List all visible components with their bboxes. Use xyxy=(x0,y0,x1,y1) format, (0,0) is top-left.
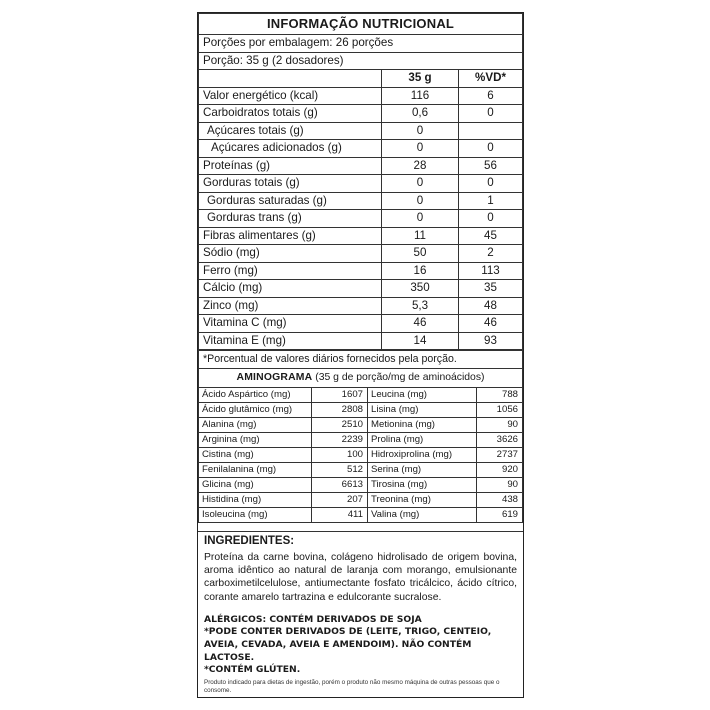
aminogram-row xyxy=(199,478,523,493)
amino-name: Metionina (mg) xyxy=(368,417,477,432)
amino-value: 207 xyxy=(312,493,368,508)
daily-value-footnote: *Porcentual de valores diários fornecidos pela porção. xyxy=(199,351,523,369)
amino-name: Tirosina (mg) xyxy=(368,478,477,493)
amino-value: 920 xyxy=(477,462,523,477)
amino-value: 2239 xyxy=(312,432,368,447)
nutrient-amount: 0 xyxy=(382,210,459,228)
header-amount: 35 g xyxy=(382,70,459,88)
nutrient-row xyxy=(199,332,523,350)
nutrient-row xyxy=(199,175,523,193)
aminogram-subtitle: (35 g de porção/mg de aminoácidos) xyxy=(312,371,485,383)
amino-name: Lisina (mg) xyxy=(368,402,477,417)
amino-value: 6613 xyxy=(312,478,368,493)
label-title: INFORMAÇÃO NUTRICIONAL xyxy=(199,14,523,35)
amino-name: Histidina (mg) xyxy=(199,493,312,508)
nutrient-name: Vitamina C (mg) xyxy=(199,315,382,333)
serving-size-row xyxy=(199,52,523,70)
amino-name: Isoleucina (mg) xyxy=(199,508,312,523)
nutrient-dv: 93 xyxy=(459,332,523,350)
aminogram-row xyxy=(199,417,523,432)
nutrient-amount: 350 xyxy=(382,280,459,298)
ingredients-section xyxy=(198,531,523,696)
nutrient-name: Carboidratos totais (g) xyxy=(199,105,382,123)
nutrient-name: Gorduras totais (g) xyxy=(199,175,382,193)
footnote-row xyxy=(199,351,523,369)
amino-value: 100 xyxy=(312,447,368,462)
aminogram-row xyxy=(199,447,523,462)
servings-row xyxy=(199,35,523,53)
nutrient-name: Zinco (mg) xyxy=(199,297,382,315)
amino-value: 788 xyxy=(477,387,523,402)
aminogram-row xyxy=(199,508,523,523)
nutrient-amount: 28 xyxy=(382,157,459,175)
nutrient-row xyxy=(199,122,523,140)
nutrient-dv: 6 xyxy=(459,87,523,105)
nutrient-row xyxy=(199,140,523,158)
header-blank xyxy=(199,70,382,88)
serving-size: Porção: 35 g (2 dosadores) xyxy=(199,52,523,70)
nutrient-name: Valor energético (kcal) xyxy=(199,87,382,105)
amino-name: Fenilalanina (mg) xyxy=(199,462,312,477)
amino-value: 2510 xyxy=(312,417,368,432)
amino-name: Prolina (mg) xyxy=(368,432,477,447)
amino-name: Ácido Aspártico (mg) xyxy=(199,387,312,402)
nutrient-amount: 5,3 xyxy=(382,297,459,315)
nutrient-dv: 45 xyxy=(459,227,523,245)
nutrient-dv: 0 xyxy=(459,140,523,158)
header-dv: %VD* xyxy=(459,70,523,88)
section-gap xyxy=(198,523,523,531)
aminogram-row xyxy=(199,402,523,417)
nutrient-row xyxy=(199,87,523,105)
nutrient-amount: 0 xyxy=(382,175,459,193)
nutrient-amount: 0 xyxy=(382,140,459,158)
amino-name: Treonina (mg) xyxy=(368,493,477,508)
amino-value: 2737 xyxy=(477,447,523,462)
nutrient-dv xyxy=(459,122,523,140)
aminogram-row xyxy=(199,432,523,447)
nutrient-dv: 0 xyxy=(459,105,523,123)
amino-value: 2808 xyxy=(312,402,368,417)
nutrient-dv: 35 xyxy=(459,280,523,298)
nutrient-row xyxy=(199,105,523,123)
nutrient-dv: 0 xyxy=(459,175,523,193)
amino-name: Serina (mg) xyxy=(368,462,477,477)
ingredients-title: INGREDIENTES: xyxy=(204,535,295,548)
nutrient-amount: 0 xyxy=(382,192,459,210)
aminogram-row xyxy=(199,462,523,477)
amino-value: 1607 xyxy=(312,387,368,402)
nutrient-dv: 56 xyxy=(459,157,523,175)
nutrient-name: Gorduras trans (g) xyxy=(199,210,382,228)
nutrient-name: Fibras alimentares (g) xyxy=(199,227,382,245)
nutrient-amount: 0 xyxy=(382,122,459,140)
nutrient-dv: 2 xyxy=(459,245,523,263)
nutrient-row xyxy=(199,280,523,298)
amino-name: Valina (mg) xyxy=(368,508,477,523)
small-print: Produto indicado para dietas de ingestão, porém o produto não mesmo máquina de outras pessoas que o consome. xyxy=(204,678,500,695)
nutrient-name: Açúcares totais (g) xyxy=(199,122,382,140)
aminogram-heading xyxy=(198,369,523,387)
nutrient-dv: 0 xyxy=(459,210,523,228)
amino-value: 438 xyxy=(477,493,523,508)
nutrition-label xyxy=(197,12,524,698)
nutrient-name: Açúcares adicionados (g) xyxy=(199,140,382,158)
amino-name: Leucina (mg) xyxy=(368,387,477,402)
may-contain-statement: *PODE CONTER DERIVADOS DE (LEITE, TRIGO, CENTEIO, AVEIA, CEVADA, AVEIA E AMENDOIM). NÃO CONTÉM LACTOSE. xyxy=(204,626,492,663)
amino-name: Hidroxiprolina (mg) xyxy=(368,447,477,462)
aminogram-row xyxy=(199,493,523,508)
nutrient-row xyxy=(199,210,523,228)
gluten-statement: *CONTÉM GLÚTEN. xyxy=(204,664,301,676)
aminogram-table xyxy=(198,387,523,524)
aminogram-row xyxy=(199,387,523,402)
servings-per-package: Porções por embalagem: 26 porções xyxy=(199,35,523,53)
amino-value: 3626 xyxy=(477,432,523,447)
footnote-table xyxy=(198,350,523,369)
nutrient-row xyxy=(199,227,523,245)
nutrient-amount: 116 xyxy=(382,87,459,105)
nutrient-name: Ferro (mg) xyxy=(199,262,382,280)
amino-value: 619 xyxy=(477,508,523,523)
nutrient-name: Gorduras saturadas (g) xyxy=(199,192,382,210)
amino-name: Arginina (mg) xyxy=(199,432,312,447)
nutrient-amount: 46 xyxy=(382,315,459,333)
nutrient-row xyxy=(199,262,523,280)
nutrient-dv: 113 xyxy=(459,262,523,280)
column-header-row xyxy=(199,70,523,88)
title-row xyxy=(199,14,523,35)
amino-name: Glicina (mg) xyxy=(199,478,312,493)
nutrient-dv: 46 xyxy=(459,315,523,333)
nutrient-name: Cálcio (mg) xyxy=(199,280,382,298)
nutrient-row xyxy=(199,297,523,315)
nutrient-amount: 0,6 xyxy=(382,105,459,123)
amino-name: Alanina (mg) xyxy=(199,417,312,432)
nutrient-row xyxy=(199,245,523,263)
nutrient-amount: 11 xyxy=(382,227,459,245)
amino-value: 90 xyxy=(477,417,523,432)
amino-name: Cistina (mg) xyxy=(199,447,312,462)
nutrient-dv: 1 xyxy=(459,192,523,210)
amino-name: Ácido glutâmico (mg) xyxy=(199,402,312,417)
nutrition-table xyxy=(198,13,523,350)
nutrient-name: Vitamina E (mg) xyxy=(199,332,382,350)
nutrient-amount: 16 xyxy=(382,262,459,280)
allergen-block xyxy=(204,614,517,677)
nutrient-row xyxy=(199,157,523,175)
nutrient-row xyxy=(199,192,523,210)
nutrient-name: Sódio (mg) xyxy=(199,245,382,263)
amino-value: 1056 xyxy=(477,402,523,417)
aminogram-title: AMINOGRAMA xyxy=(236,371,313,383)
amino-value: 512 xyxy=(312,462,368,477)
ingredients-text: Proteína da carne bovina, colágeno hidrolisado de origem bovina, aroma idêntico ao natural de laranja com morango, emulsionante carboximetilcelulose, antiumectante fosfato tricálcico, ácido cítrico, corante amarelo tartrazina e edulcorante sucralose. xyxy=(204,551,517,603)
amino-value: 90 xyxy=(477,478,523,493)
amino-value: 411 xyxy=(312,508,368,523)
nutrient-amount: 14 xyxy=(382,332,459,350)
nutrient-row xyxy=(199,315,523,333)
allergens-statement: ALÉRGICOS: CONTÉM DERIVADOS DE SOJA xyxy=(204,613,422,625)
nutrient-dv: 48 xyxy=(459,297,523,315)
nutrient-amount: 50 xyxy=(382,245,459,263)
nutrient-name: Proteínas (g) xyxy=(199,157,382,175)
